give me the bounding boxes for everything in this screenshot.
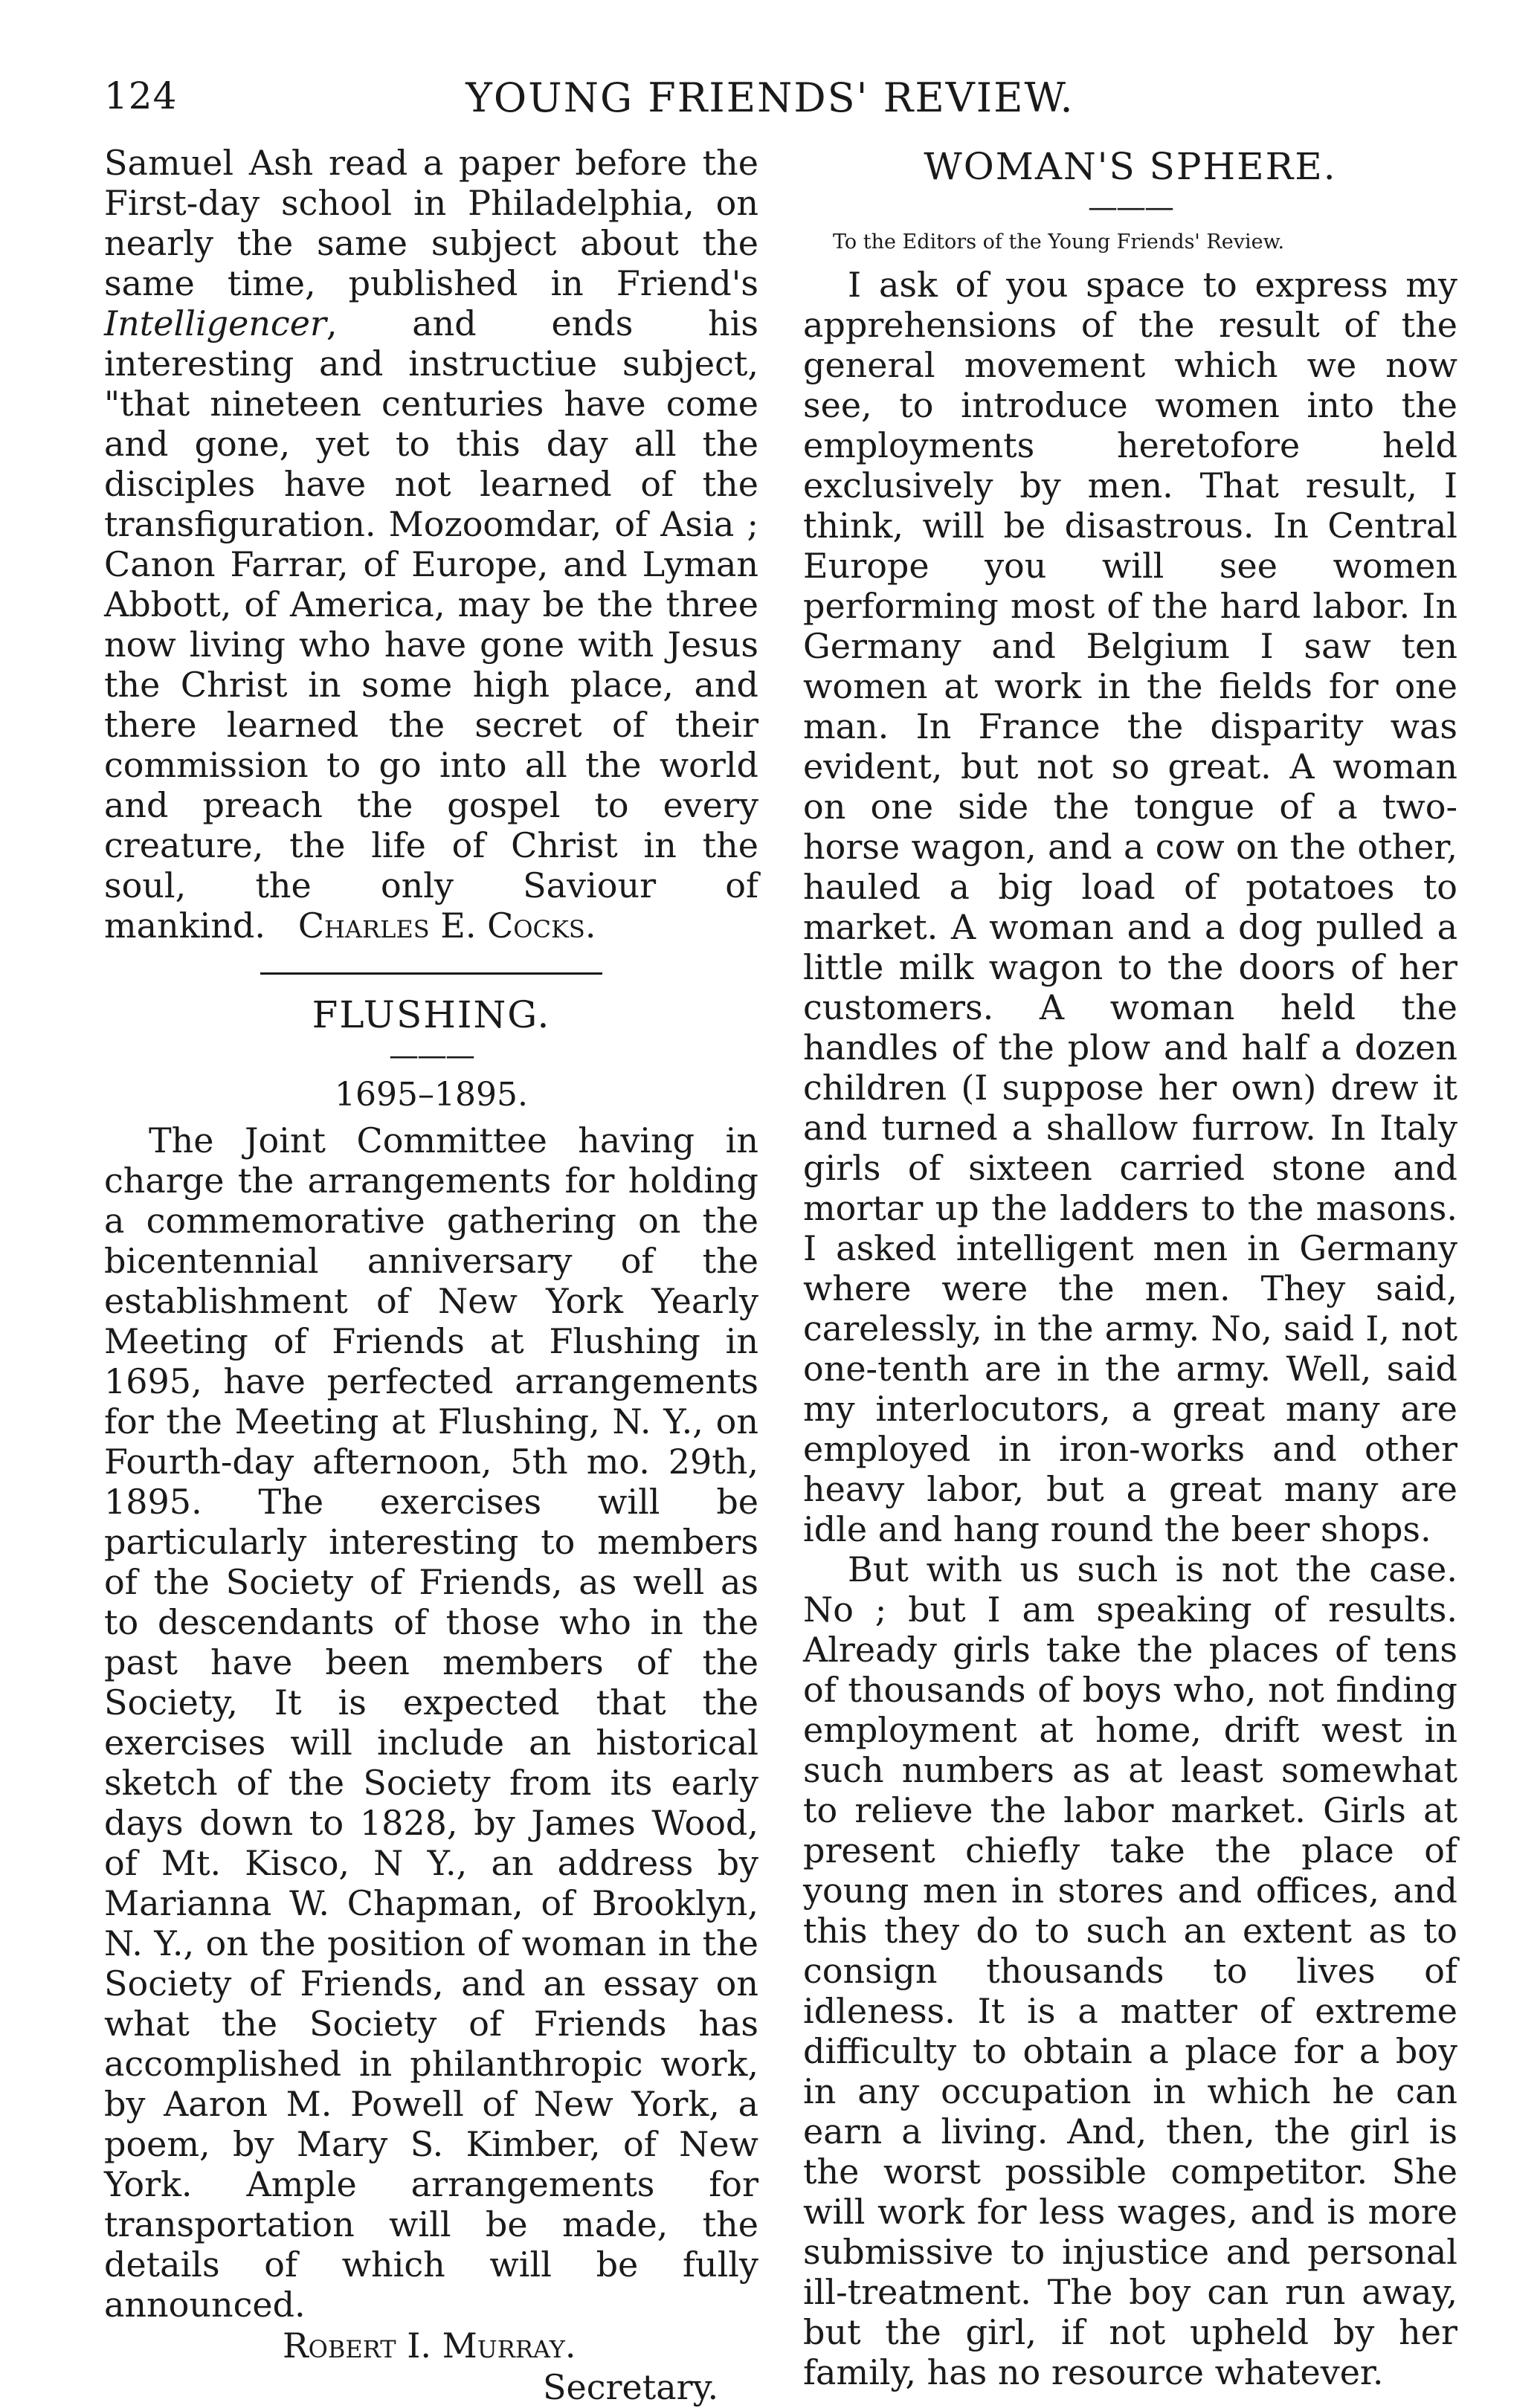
signature-name: Robert I. Murray. [283,2325,576,2366]
page-header [0,74,1540,134]
heading-dash: ——— [1088,190,1173,225]
article-dates: 1695–1895. [335,1076,528,1114]
left-column [104,143,758,2408]
right-column [803,143,1457,2392]
editors-address-line: To the Editors of the Young Friends' Review. [833,230,1285,254]
heading-dash: ——— [389,1039,474,1073]
womans-sphere-paragraph-2: But with us such is not the case. No ; but I am speaking of results. Already girls take the places of tens of thousands of boys who, not finding employment at home, drift west in such numbers as at least somewhat to relieve the labor market. Girls at present chiefly take the place of young men in stores and offices, and this they do to such an extent as to consign thousands to lives of idleness. It is a matter of extreme difficulty to obtain a place for a boy in any occupation in which he can earn a living. And, then, the girl is the worst possible competitor. She will work for less wages, and is more submissive to injustice and personal ill-treatment. The boy can run away, but the girl, if not upheld by her family, has no resource whatever. [803,1549,1457,2392]
article-heading-flushing: FLUSHING. [312,993,551,1036]
signature-title: Secretary. [543,2367,719,2407]
page-number: 124 [104,74,178,117]
continued-article-text [104,143,758,946]
section-divider [260,972,602,975]
article-heading-womans-sphere: WOMAN'S SPHERE. [924,145,1337,188]
continued-text-a: Samuel Ash read a paper before the First-day school in Philadelphia, on nearly the same subject about the same time, published in Friend's [104,143,758,303]
continued-text-b: , and ends his interesting and instructiue subject, "that nineteen centuries have come and gone, yet to this day all the disciples have not learned of the transfiguration. Mozoomdar, of Asia ; Canon Farrar, of Europe, and Lyman Abbott, of America, may be the three now living who have gone with Jesus the Christ in some high place, and there learned the secret of their commission to go into all the world and preach the gospel to every creature, the life of Christ in the soul, the only Saviour of mankind. [104,303,758,946]
journal-title: YOUNG FRIENDS' REVIEW. [465,74,1075,121]
publication-name: Intelligencer [104,303,326,343]
continued-signature: Charles E. Cocks. [297,906,596,946]
womans-sphere-paragraph-1: I ask of you space to express my apprehensions of the result of the general movement which we now see, to introduce women into the employments heretofore held exclusively by men. That result, I think, will be disastrous. In Central Europe you will see women performing most of the hard labor. In Germany and Belgium I saw ten women at work in the fields for one man. In France the disparity was evident, but not so great. A woman on one side the tongue of a two-horse wagon, and a cow on the other, hauled a big load of potatoes to market. A woman and a dog pulled a little milk wagon to the doors of her customers. A woman held the handles of the plow and half a dozen children (I suppose her own) drew it and turned a shallow furrow. In Italy girls of sixteen carried stone and mortar up the ladders to the masons. I asked intelligent men in Germany where were the men. They said, carelessly, in the army. No, said I, not one-tenth are in the army. Well, said my interlocutors, a great many are employed in iron-works and other heavy labor, but a great many are idle and hang round the beer shops. [803,265,1457,1549]
signature-block [104,2325,758,2408]
flushing-article-body: The Joint Committee having in charge the arrangements for holding a commemorative gathering on the bicentennial anniversary of the establishment of New York Yearly Meeting of Friends at Flushing in 1695, have perfected arrangements for the Meeting at Flushing, N. Y., on Fourth-day afternoon, 5th mo. 29th, 1895. The exercises will be particularly interesting to members of the Society of Friends, as well as to descendants of those who in the past have been members of the Society, It is expected that the exercises will include an historical sketch of the Society from its early days down to 1828, by James Wood, of Mt. Kisco, N Y., an address by Marianna W. Chapman, of Brooklyn, N. Y., on the position of woman in the Society of Friends, and an essay on what the Society of Friends has accomplished in philanthropic work, by Aaron M. Powell of New York, a poem, by Mary S. Kimber, of New York. Ample arrangements for transportation will be made, the details of which will be fully announced. [104,1120,758,2325]
